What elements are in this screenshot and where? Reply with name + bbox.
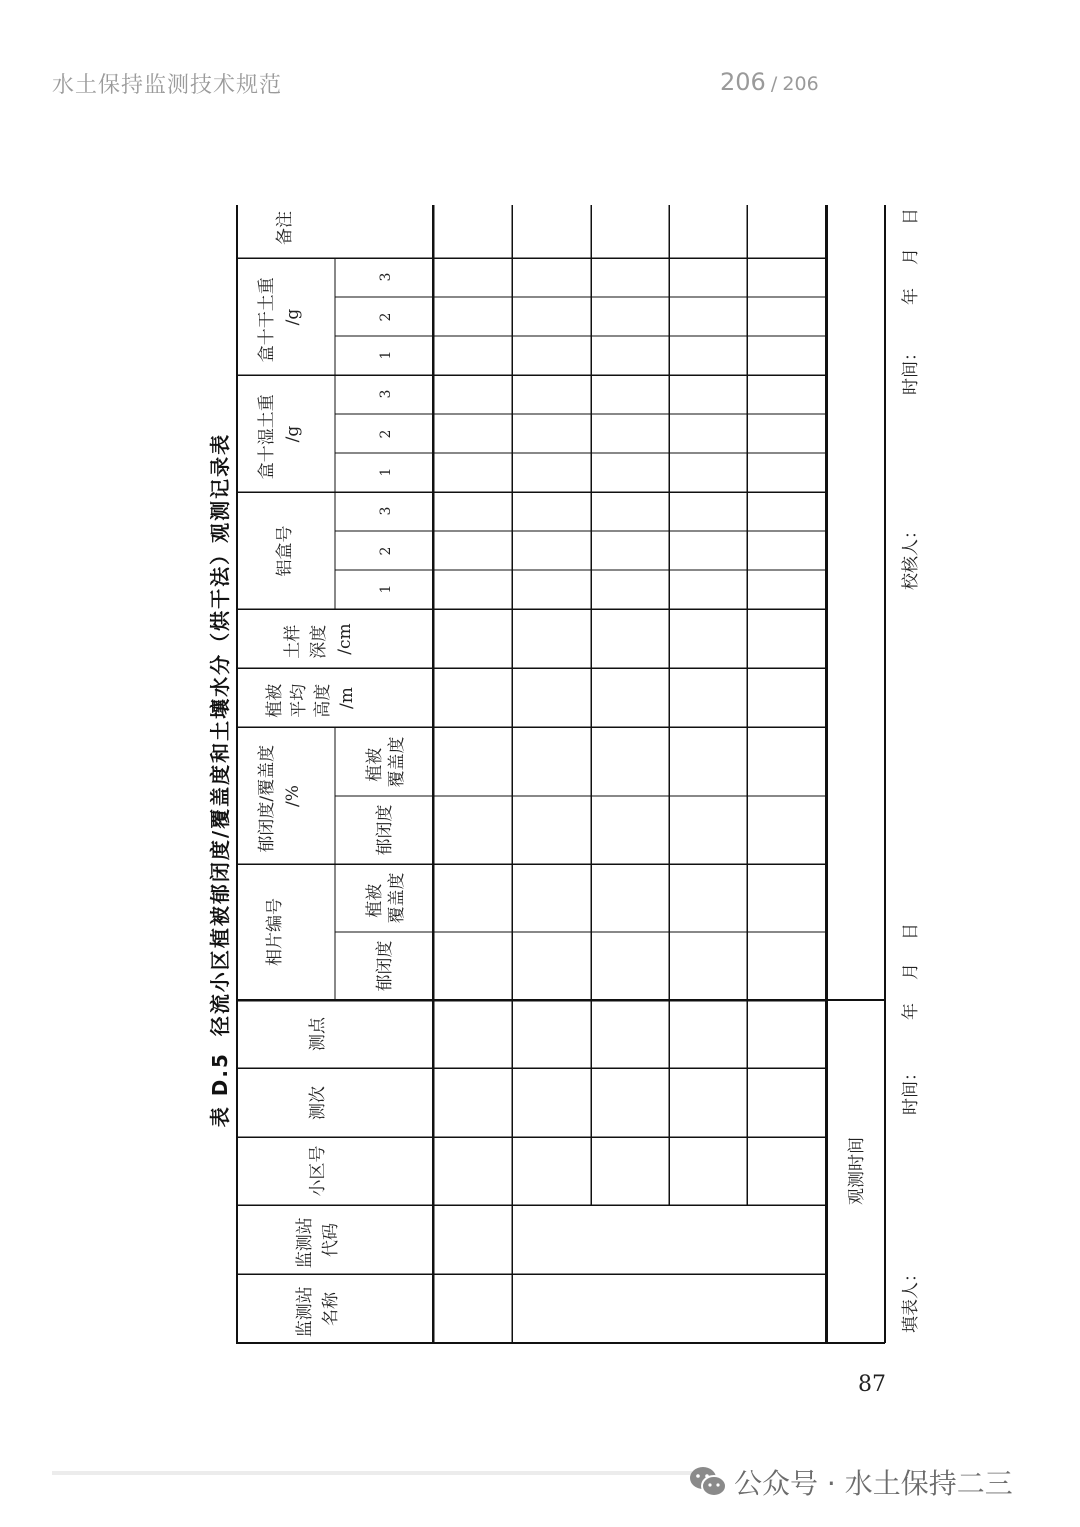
page-separator: /: [770, 73, 778, 95]
current-page: 206: [720, 68, 766, 96]
filler-label: 填表人：: [901, 1265, 921, 1333]
hdr-wet-weight: 盒十湿土重 /g: [257, 394, 303, 480]
hdr-sub-closure: 郁闭度: [375, 804, 395, 856]
hdr-plot-no: 小区号: [308, 1145, 328, 1197]
box-sub-3: 3: [378, 506, 394, 516]
hdr-veg-height: 植被 平均 高度 /m: [265, 683, 357, 718]
dry-sub-2: 2: [378, 312, 394, 322]
filler-time-label: 时间：: [901, 1064, 921, 1115]
checker-label: 校核人：: [901, 522, 921, 590]
hdr-box-no: 铝盒号: [275, 525, 295, 577]
doc-title: 水土保持监测技术规范: [52, 73, 283, 98]
checker-day: 日: [901, 208, 921, 225]
hdr-point: 测点: [308, 1017, 328, 1051]
checker-time-label: 时间：: [901, 344, 921, 395]
wechat-icon: [688, 1464, 728, 1500]
wet-sub-2: 2: [378, 429, 394, 439]
wet-sub-3: 3: [378, 389, 394, 399]
total-pages: 206: [782, 73, 819, 95]
page-number: 87: [858, 1372, 886, 1397]
hdr-station-code: 监测站 代码: [295, 1217, 341, 1269]
footer-divider: [52, 1471, 692, 1475]
dry-sub-1: 1: [378, 350, 394, 360]
hdr-photo-cover: 植被 覆盖度: [365, 872, 407, 924]
record-table: [200, 205, 930, 1355]
hdr-times: 测次: [308, 1086, 328, 1120]
hdr-closure-cover: 郁闭度/覆盖度 /%: [257, 744, 303, 853]
hdr-dry-weight: 盒十干土重 /g: [257, 277, 303, 363]
page-indicator: [720, 68, 819, 96]
hdr-photo-no: 相片编号: [265, 898, 285, 966]
obs-time-label: 观测时间: [847, 1137, 867, 1205]
filler-month: 月: [901, 963, 921, 980]
box-sub-1: 1: [378, 584, 394, 594]
checker-month: 月: [901, 248, 921, 265]
table-number: 表 D.5: [208, 1052, 232, 1128]
filler-year: 年: [901, 1003, 921, 1020]
hdr-photo-closure: 郁闭度: [375, 940, 395, 992]
filler-day: 日: [901, 923, 921, 940]
hdr-remarks: 备注: [275, 211, 295, 245]
wet-sub-1: 1: [378, 467, 394, 477]
checker-year: 年: [901, 288, 921, 305]
hdr-soil-depth: 土样 深度 /cm: [283, 623, 355, 659]
dry-sub-3: 3: [378, 272, 394, 282]
box-sub-2: 2: [378, 546, 394, 556]
hdr-station-name: 监测站 名称: [295, 1286, 341, 1338]
table-title: 径流小区植被郁闭度/覆盖度和土壤水分（烘干法）观测记录表: [208, 432, 232, 1037]
watermark-text: 公众号 · 水土保持二三: [734, 1467, 1013, 1500]
rotated-page-content: [200, 205, 930, 1355]
watermark: [688, 1462, 1013, 1502]
hdr-sub-cover: 植被 覆盖度: [365, 736, 407, 788]
